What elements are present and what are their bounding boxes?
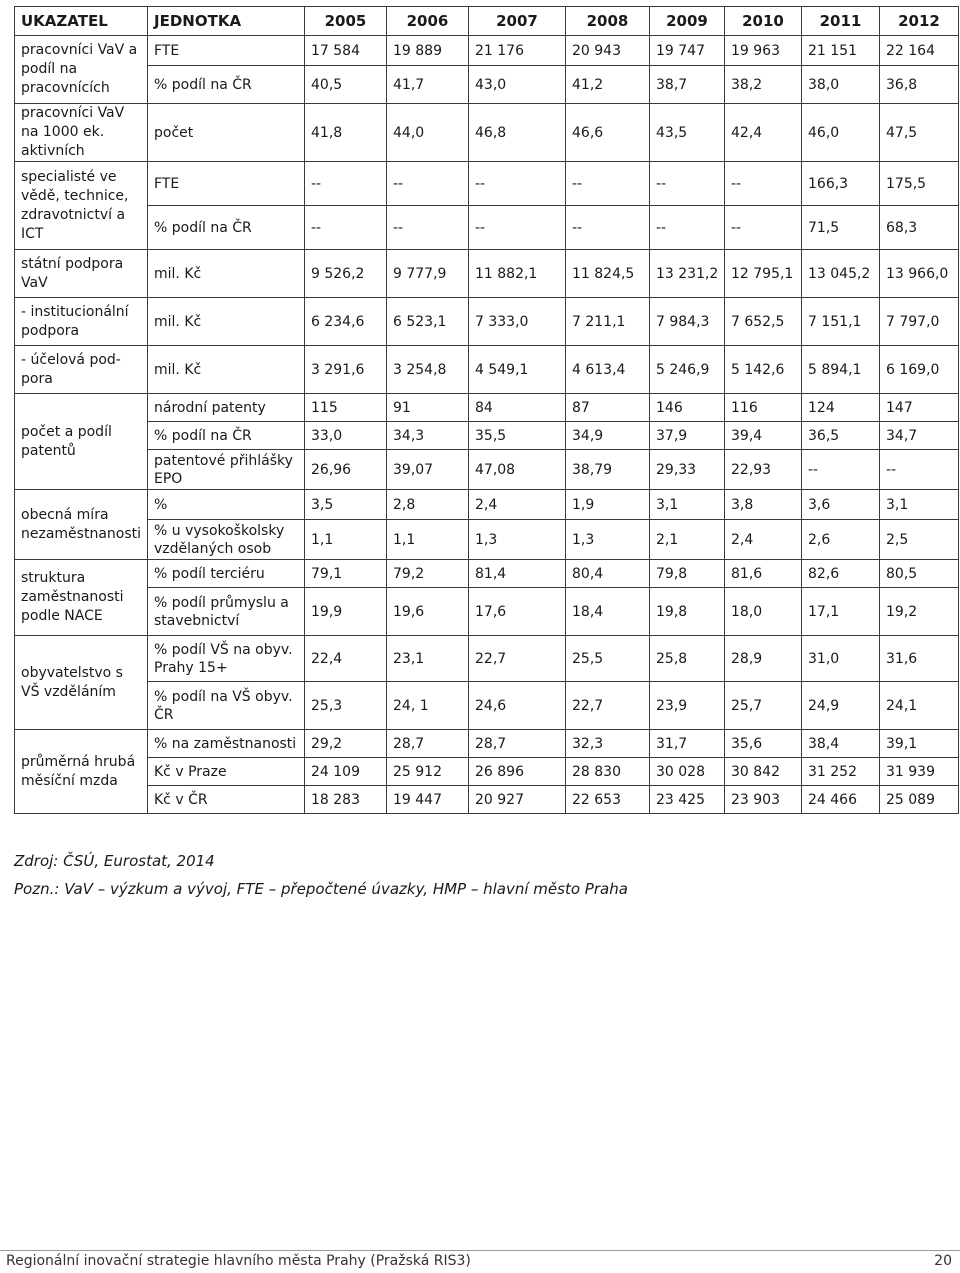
value-cell: 5 246,9 xyxy=(650,346,725,394)
unit-cell: % podíl na ČR xyxy=(148,422,305,450)
value-cell: 25,3 xyxy=(305,682,387,730)
value-cell: 7 984,3 xyxy=(650,298,725,346)
value-cell: 25 089 xyxy=(880,786,959,814)
value-cell: 28,9 xyxy=(725,636,802,682)
value-cell: 11 824,5 xyxy=(566,250,650,298)
indicator-cell: obyvatelstvo s VŠ vzděláním xyxy=(15,636,148,730)
header-year: 2010 xyxy=(725,7,802,36)
value-cell: 7 652,5 xyxy=(725,298,802,346)
value-cell: 13 045,2 xyxy=(802,250,880,298)
value-cell: 87 xyxy=(566,394,650,422)
value-cell: 32,3 xyxy=(566,730,650,758)
value-cell: 2,6 xyxy=(802,520,880,560)
value-cell: 22,7 xyxy=(566,682,650,730)
indicator-cell: pracovníci VaV a podíl na pracovnících xyxy=(15,36,148,104)
unit-cell: % u vysokoškolsky vzdělaných osob xyxy=(148,520,305,560)
value-cell: 22,4 xyxy=(305,636,387,682)
value-cell: 25 912 xyxy=(387,758,469,786)
table-row xyxy=(15,588,959,636)
abbreviation-note: Pozn.: VaV – výzkum a vývoj, FTE – přepočtené úvazky, HMP – hlavní město Praha xyxy=(14,880,628,898)
unit-cell: % podíl na ČR xyxy=(148,206,305,250)
value-cell: 23 425 xyxy=(650,786,725,814)
value-cell: 24, 1 xyxy=(387,682,469,730)
value-cell: 24,1 xyxy=(880,682,959,730)
value-cell: 41,2 xyxy=(566,66,650,104)
value-cell: 17 584 xyxy=(305,36,387,66)
table-row xyxy=(15,298,959,346)
value-cell: -- xyxy=(725,206,802,250)
value-cell: 2,8 xyxy=(387,490,469,520)
value-cell: 3,6 xyxy=(802,490,880,520)
value-cell: -- xyxy=(725,162,802,206)
value-cell: 3,5 xyxy=(305,490,387,520)
value-cell: 1,1 xyxy=(387,520,469,560)
value-cell: 5 894,1 xyxy=(802,346,880,394)
table-row xyxy=(15,206,959,250)
value-cell: 7 333,0 xyxy=(469,298,566,346)
value-cell: 80,4 xyxy=(566,560,650,588)
table-row xyxy=(15,682,959,730)
table-row xyxy=(15,250,959,298)
value-cell: 39,4 xyxy=(725,422,802,450)
header-year: 2008 xyxy=(566,7,650,36)
unit-cell: patentové přihlášky EPO xyxy=(148,450,305,490)
table-row xyxy=(15,450,959,490)
table-row xyxy=(15,786,959,814)
value-cell: 36,5 xyxy=(802,422,880,450)
table-row xyxy=(15,104,959,162)
value-cell: 19 447 xyxy=(387,786,469,814)
value-cell: 31,7 xyxy=(650,730,725,758)
indicator-cell: průměrná hrubá měsíční mzda xyxy=(15,730,148,814)
value-cell: 2,4 xyxy=(469,490,566,520)
table-row xyxy=(15,758,959,786)
value-cell: 13 231,2 xyxy=(650,250,725,298)
value-cell: 7 211,1 xyxy=(566,298,650,346)
value-cell: 3 254,8 xyxy=(387,346,469,394)
header-year: 2005 xyxy=(305,7,387,36)
value-cell: 24,9 xyxy=(802,682,880,730)
value-cell: 20 943 xyxy=(566,36,650,66)
value-cell: 35,5 xyxy=(469,422,566,450)
source-note: Zdroj: ČSÚ, Eurostat, 2014 xyxy=(14,852,215,870)
value-cell: 46,0 xyxy=(802,104,880,162)
value-cell: 18,0 xyxy=(725,588,802,636)
value-cell: 37,9 xyxy=(650,422,725,450)
value-cell: 2,1 xyxy=(650,520,725,560)
value-cell: 28 830 xyxy=(566,758,650,786)
value-cell: -- xyxy=(469,206,566,250)
value-cell: 4 549,1 xyxy=(469,346,566,394)
value-cell: 46,8 xyxy=(469,104,566,162)
value-cell: 4 613,4 xyxy=(566,346,650,394)
unit-cell: FTE xyxy=(148,36,305,66)
header-year: 2009 xyxy=(650,7,725,36)
value-cell: 22 164 xyxy=(880,36,959,66)
value-cell: 23 903 xyxy=(725,786,802,814)
value-cell: 31 939 xyxy=(880,758,959,786)
header-year: 2006 xyxy=(387,7,469,36)
value-cell: 38,7 xyxy=(650,66,725,104)
table-row xyxy=(15,422,959,450)
value-cell: 17,1 xyxy=(802,588,880,636)
unit-cell: počet xyxy=(148,104,305,162)
indicator-cell: počet a podíl patentů xyxy=(15,394,148,490)
value-cell: -- xyxy=(305,206,387,250)
value-cell: 19,6 xyxy=(387,588,469,636)
value-cell: 31 252 xyxy=(802,758,880,786)
value-cell: 22,7 xyxy=(469,636,566,682)
value-cell: 31,6 xyxy=(880,636,959,682)
value-cell: 2,5 xyxy=(880,520,959,560)
value-cell: 28,7 xyxy=(469,730,566,758)
value-cell: 21 176 xyxy=(469,36,566,66)
value-cell: 2,4 xyxy=(725,520,802,560)
table-row xyxy=(15,162,959,206)
value-cell: 71,5 xyxy=(802,206,880,250)
value-cell: 19,2 xyxy=(880,588,959,636)
value-cell: 11 882,1 xyxy=(469,250,566,298)
value-cell: 6 523,1 xyxy=(387,298,469,346)
value-cell: -- xyxy=(387,206,469,250)
unit-cell: % podíl na VŠ obyv. ČR xyxy=(148,682,305,730)
value-cell: 39,07 xyxy=(387,450,469,490)
unit-cell: mil. Kč xyxy=(148,298,305,346)
unit-cell: % podíl VŠ na obyv. Prahy 15+ xyxy=(148,636,305,682)
value-cell: 41,7 xyxy=(387,66,469,104)
value-cell: 38,2 xyxy=(725,66,802,104)
value-cell: 20 927 xyxy=(469,786,566,814)
value-cell: 35,6 xyxy=(725,730,802,758)
value-cell: -- xyxy=(566,162,650,206)
value-cell: 34,7 xyxy=(880,422,959,450)
unit-cell: % podíl na ČR xyxy=(148,66,305,104)
value-cell: 3,1 xyxy=(650,490,725,520)
unit-cell: Kč v ČR xyxy=(148,786,305,814)
value-cell: 22,93 xyxy=(725,450,802,490)
value-cell: 26 896 xyxy=(469,758,566,786)
value-cell: 84 xyxy=(469,394,566,422)
unit-cell: mil. Kč xyxy=(148,250,305,298)
value-cell: -- xyxy=(880,450,959,490)
table-body xyxy=(15,36,959,814)
value-cell: 3,1 xyxy=(880,490,959,520)
value-cell: 6 169,0 xyxy=(880,346,959,394)
value-cell: 29,2 xyxy=(305,730,387,758)
value-cell: 38,4 xyxy=(802,730,880,758)
header-year: 2012 xyxy=(880,7,959,36)
value-cell: 36,8 xyxy=(880,66,959,104)
value-cell: 31,0 xyxy=(802,636,880,682)
indicator-cell: struktura zaměstnanosti podle NACE xyxy=(15,560,148,636)
table-row xyxy=(15,560,959,588)
value-cell: 21 151 xyxy=(802,36,880,66)
value-cell: 79,1 xyxy=(305,560,387,588)
value-cell: 25,7 xyxy=(725,682,802,730)
indicator-cell: - institucionální podpora xyxy=(15,298,148,346)
value-cell: 3 291,6 xyxy=(305,346,387,394)
value-cell: 24,6 xyxy=(469,682,566,730)
value-cell: 9 777,9 xyxy=(387,250,469,298)
value-cell: 1,3 xyxy=(566,520,650,560)
table-row xyxy=(15,66,959,104)
value-cell: 5 142,6 xyxy=(725,346,802,394)
value-cell: 22 653 xyxy=(566,786,650,814)
value-cell: 42,4 xyxy=(725,104,802,162)
value-cell: 23,1 xyxy=(387,636,469,682)
unit-cell: národní patenty xyxy=(148,394,305,422)
table-row xyxy=(15,346,959,394)
value-cell: 81,4 xyxy=(469,560,566,588)
indicator-cell: - účelová pod-pora xyxy=(15,346,148,394)
value-cell: 24 466 xyxy=(802,786,880,814)
value-cell: -- xyxy=(650,162,725,206)
value-cell: 43,0 xyxy=(469,66,566,104)
value-cell: 81,6 xyxy=(725,560,802,588)
value-cell: 13 966,0 xyxy=(880,250,959,298)
value-cell: -- xyxy=(802,450,880,490)
table-header-row xyxy=(15,7,959,36)
value-cell: 34,3 xyxy=(387,422,469,450)
value-cell: 7 151,1 xyxy=(802,298,880,346)
value-cell: 25,5 xyxy=(566,636,650,682)
value-cell: 82,6 xyxy=(802,560,880,588)
header-indicator: UKAZATEL xyxy=(15,7,148,36)
table-row xyxy=(15,730,959,758)
value-cell: 19 889 xyxy=(387,36,469,66)
value-cell: 28,7 xyxy=(387,730,469,758)
unit-cell: % xyxy=(148,490,305,520)
value-cell: 79,2 xyxy=(387,560,469,588)
value-cell: 1,9 xyxy=(566,490,650,520)
unit-cell: % podíl průmyslu a stavebnictví xyxy=(148,588,305,636)
value-cell: 6 234,6 xyxy=(305,298,387,346)
value-cell: 166,3 xyxy=(802,162,880,206)
table-row xyxy=(15,636,959,682)
value-cell: 175,5 xyxy=(880,162,959,206)
value-cell: 34,9 xyxy=(566,422,650,450)
value-cell: 29,33 xyxy=(650,450,725,490)
value-cell: 38,79 xyxy=(566,450,650,490)
value-cell: 9 526,2 xyxy=(305,250,387,298)
value-cell: 1,3 xyxy=(469,520,566,560)
value-cell: 68,3 xyxy=(880,206,959,250)
value-cell: 19 963 xyxy=(725,36,802,66)
value-cell: 146 xyxy=(650,394,725,422)
table-row xyxy=(15,36,959,66)
value-cell: -- xyxy=(650,206,725,250)
indicator-table xyxy=(14,6,959,814)
value-cell: 12 795,1 xyxy=(725,250,802,298)
value-cell: -- xyxy=(566,206,650,250)
value-cell: 47,08 xyxy=(469,450,566,490)
value-cell: 19,9 xyxy=(305,588,387,636)
value-cell: 91 xyxy=(387,394,469,422)
footer-title: Regionální inovační strategie hlavního města Prahy (Pražská RIS3) xyxy=(6,1253,471,1269)
unit-cell: FTE xyxy=(148,162,305,206)
value-cell: 80,5 xyxy=(880,560,959,588)
value-cell: 79,8 xyxy=(650,560,725,588)
value-cell: 39,1 xyxy=(880,730,959,758)
table-row xyxy=(15,520,959,560)
value-cell: 7 797,0 xyxy=(880,298,959,346)
value-cell: 19,8 xyxy=(650,588,725,636)
value-cell: 147 xyxy=(880,394,959,422)
value-cell: 18 283 xyxy=(305,786,387,814)
indicator-cell: státní podpora VaV xyxy=(15,250,148,298)
indicator-cell: specialisté ve vědě, technice, zdravotnictví a ICT xyxy=(15,162,148,250)
indicator-cell: obecná míra nezaměstnanosti xyxy=(15,490,148,560)
value-cell: 38,0 xyxy=(802,66,880,104)
value-cell: 18,4 xyxy=(566,588,650,636)
value-cell: -- xyxy=(387,162,469,206)
table-row xyxy=(15,394,959,422)
value-cell: 26,96 xyxy=(305,450,387,490)
value-cell: 25,8 xyxy=(650,636,725,682)
header-year: 2007 xyxy=(469,7,566,36)
value-cell: 115 xyxy=(305,394,387,422)
value-cell: 3,8 xyxy=(725,490,802,520)
value-cell: 46,6 xyxy=(566,104,650,162)
unit-cell: mil. Kč xyxy=(148,346,305,394)
page-number: 20 xyxy=(934,1253,952,1269)
unit-cell: % na zaměstnanosti xyxy=(148,730,305,758)
header-year: 2011 xyxy=(802,7,880,36)
value-cell: 30 028 xyxy=(650,758,725,786)
value-cell: 17,6 xyxy=(469,588,566,636)
value-cell: 23,9 xyxy=(650,682,725,730)
value-cell: -- xyxy=(469,162,566,206)
value-cell: 19 747 xyxy=(650,36,725,66)
value-cell: -- xyxy=(305,162,387,206)
indicator-cell: pracovníci VaV na 1000 ek. aktivních xyxy=(15,104,148,162)
value-cell: 41,8 xyxy=(305,104,387,162)
value-cell: 1,1 xyxy=(305,520,387,560)
value-cell: 116 xyxy=(725,394,802,422)
value-cell: 33,0 xyxy=(305,422,387,450)
value-cell: 47,5 xyxy=(880,104,959,162)
table-row xyxy=(15,490,959,520)
header-unit: JEDNOTKA xyxy=(148,7,305,36)
value-cell: 43,5 xyxy=(650,104,725,162)
value-cell: 124 xyxy=(802,394,880,422)
unit-cell: % podíl terciéru xyxy=(148,560,305,588)
value-cell: 44,0 xyxy=(387,104,469,162)
value-cell: 24 109 xyxy=(305,758,387,786)
value-cell: 30 842 xyxy=(725,758,802,786)
unit-cell: Kč v Praze xyxy=(148,758,305,786)
value-cell: 40,5 xyxy=(305,66,387,104)
